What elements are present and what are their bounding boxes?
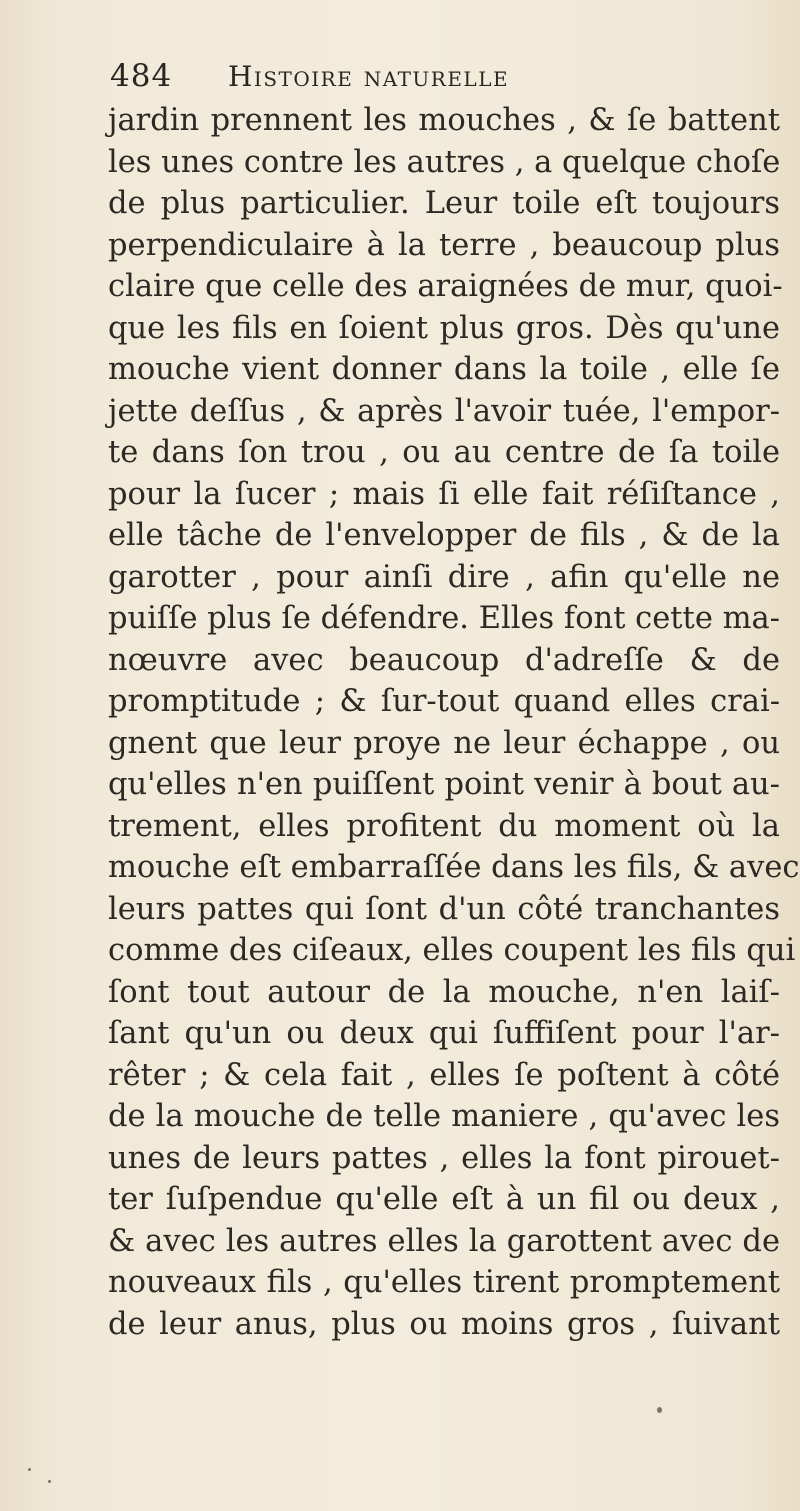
text-line: pour la ſucer ; mais ſi elle fait réſiſtance , <box>108 476 780 512</box>
body-text <box>108 100 800 1345</box>
text-line: de plus particulier. Leur toile eſt toujours <box>108 186 780 221</box>
text-line: puiſſe plus ſe défendre. Elles font cette ma- <box>108 601 780 636</box>
text-line: nouveaux fils , qu'elles tirent promptement <box>108 1265 780 1300</box>
text-line: mouche eſt embarraſſée dans les fils, & avec <box>108 850 800 885</box>
paper-speck <box>28 1468 31 1471</box>
text-line: nœuvre avec beaucoup d'adreſſe & de <box>108 642 780 678</box>
text-line: qu'elles n'en puiſſent point venir à bout au- <box>108 767 780 802</box>
running-title: Histoire naturelle <box>228 60 510 93</box>
text-line: elle tâche de l'envelopper de fils , & de la <box>108 518 780 553</box>
text-line: ſont tout autour de la mouche, n'en laiſ- <box>108 974 780 1010</box>
text-line: gnent que leur proye ne leur échappe , ou <box>108 725 780 761</box>
text-line: unes de leurs pattes , elles la font pirouet- <box>108 1140 780 1176</box>
text-line: jardin prennent les mouches , & ſe battent <box>108 103 780 138</box>
text-line: & avec les autres elles la garottent avec de <box>108 1223 780 1259</box>
text-line: jette deſſus , & après l'avoir tuée, l'empor- <box>108 393 780 429</box>
page-number: 484 <box>110 58 173 94</box>
text-line: mouche vient donner dans la toile , elle ſe <box>108 352 780 387</box>
text-line: de la mouche de telle maniere , qu'avec les <box>108 1099 780 1134</box>
text-line: trement, elles profitent du moment où la <box>108 808 780 844</box>
text-line: perpendiculaire à la terre , beaucoup plus <box>108 227 780 263</box>
text-line: les unes contre les autres , a quelque choſe <box>108 144 781 180</box>
text-line: te dans ſon trou , ou au centre de ſa toile <box>108 435 780 470</box>
text-line: claire que celle des araignées de mur, quoi- <box>108 269 783 304</box>
text-line: garotter , pour ainſi dire , afin qu'elle ne <box>108 559 780 595</box>
text-line: promptitude ; & ſur-tout quand elles crai- <box>108 684 780 719</box>
paper-speck <box>657 1407 662 1413</box>
text-line: comme des ciſeaux, elles coupent les fils qui <box>108 933 796 968</box>
text-line: ſant qu'un ou deux qui ſuffiſent pour l'ar- <box>108 1016 780 1051</box>
text-line: rêter ; & cela fait , elles ſe poſtent à côté <box>108 1057 780 1093</box>
text-line: leurs pattes qui ſont d'un côté tranchantes <box>108 891 780 927</box>
text-line: de leur anus, plus ou moins gros , ſuivant <box>108 1306 780 1342</box>
text-line: que les fils en ſoient plus gros. Dès qu'une <box>108 310 780 346</box>
page-header <box>110 58 710 102</box>
paper-speck <box>48 1480 51 1483</box>
text-line: ter ſuſpendue qu'elle eſt à un fil ou deux , <box>108 1182 780 1217</box>
